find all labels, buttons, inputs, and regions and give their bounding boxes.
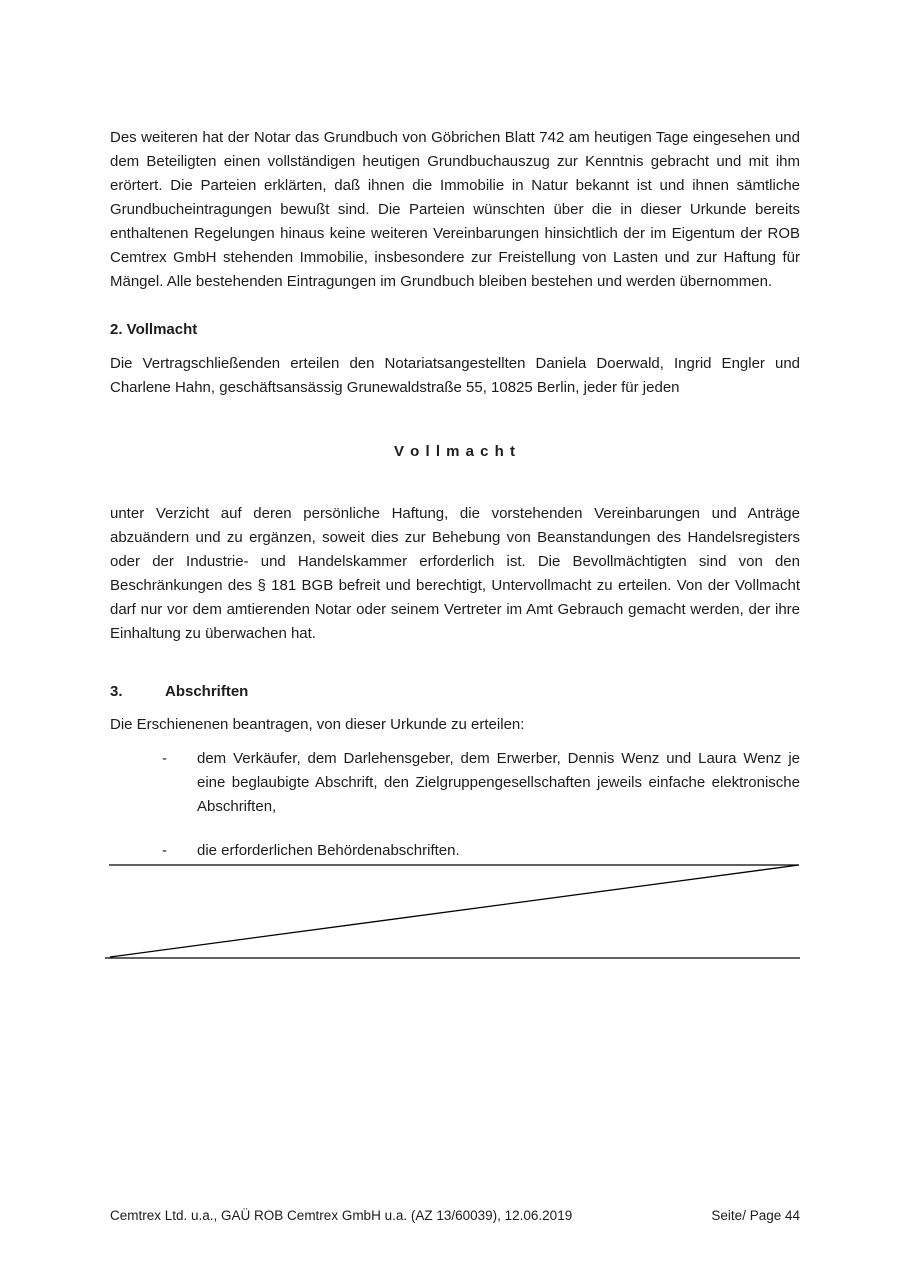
paragraph-grundbuch: Des weiteren hat der Notar das Grundbuch von Göbrichen Blatt 742 am heutigen Tage eingesehen und dem Beteiligten einen vollständigen heutigen Grundbuchauszug zur Kenntnis gebracht und mit ihm erörtert. Die Parteien erklärten, daß ihnen die Immobilie in Natur bekannt ist und ihnen sämtliche Grundbucheintragungen bewußt sind. Die Parteien wünschten über die in dieser Urkunde bereits enthaltenen Regelungen hinaus keine weiteren Vereinbarungen hinsichtlich der im Eigentum der ROB Cemtrex GmbH stehenden Immobilie, insbesondere zur Freistellung von Lasten und zur Haftung für Mängel. Alle bestehenden Eintragungen im Grundbuch bleiben bestehen und werden übernommen. [110, 129, 800, 290]
footer-reference: Cemtrex Ltd. u.a., GAÜ ROB Cemtrex GmbH u.a. (AZ 13/60039), 12.06.2019 [110, 1208, 573, 1223]
blank-space-strikeout-mark [100, 858, 808, 966]
section-heading-abschriften [110, 680, 800, 704]
section-heading-vollmacht: 2. Vollmacht [110, 321, 198, 338]
paragraph-vollmacht-body: unter Verzicht auf deren persönliche Haftung, die vorstehenden Vereinbarungen und Anträge abzuändern und zu ergänzen, soweit dies zur Behebung von Beanstandungen des Handelsregisters oder der Industrie- und Handelskammer erforderlich ist. Die Bevollmächtigten sind von den Beschränkungen des § 181 BGB befreit und berechtigt, Untervollmacht zu erteilen. Von der Vollmacht darf nur vor dem amtierenden Notar oder seinem Vertreter im Amt Gebrauch gemacht werden, der ihre Einhaltung zu überwachen hat. [110, 505, 800, 642]
page-footer [110, 1207, 800, 1225]
paragraph-vollmacht-intro: Die Vertragschließenden erteilen den Notariatsangestellten Daniela Doerwald, Ingrid Engler und Charlene Hahn, geschäftsansässig Grunewaldstraße 55, 10825 Berlin, jeder für jeden [110, 355, 800, 396]
list-item-text: die erforderlichen Behördenabschriften. [197, 842, 460, 859]
section-number: 3. [110, 683, 123, 700]
list-item-text: dem Verkäufer, dem Darlehensgeber, dem Erwerber, Dennis Wenz und Laura Wenz je eine beglaubigte Abschrift, den Zielgruppengesellschaften jeweils einfache elektronische Abschriften, [197, 750, 800, 815]
bullet-dash: - [162, 750, 167, 767]
footer-page-number: Seite/ Page 44 [711, 1208, 800, 1223]
paragraph-abschriften-intro: Die Erschienenen beantragen, von dieser Urkunde zu erteilen: [110, 716, 525, 733]
bullet-dash: - [162, 842, 167, 859]
centered-heading-vollmacht: V o l l m a c h t [393, 443, 517, 460]
strikeout-lines-icon [100, 858, 808, 966]
section-label: Abschriften [165, 683, 249, 700]
list-item [110, 747, 800, 819]
